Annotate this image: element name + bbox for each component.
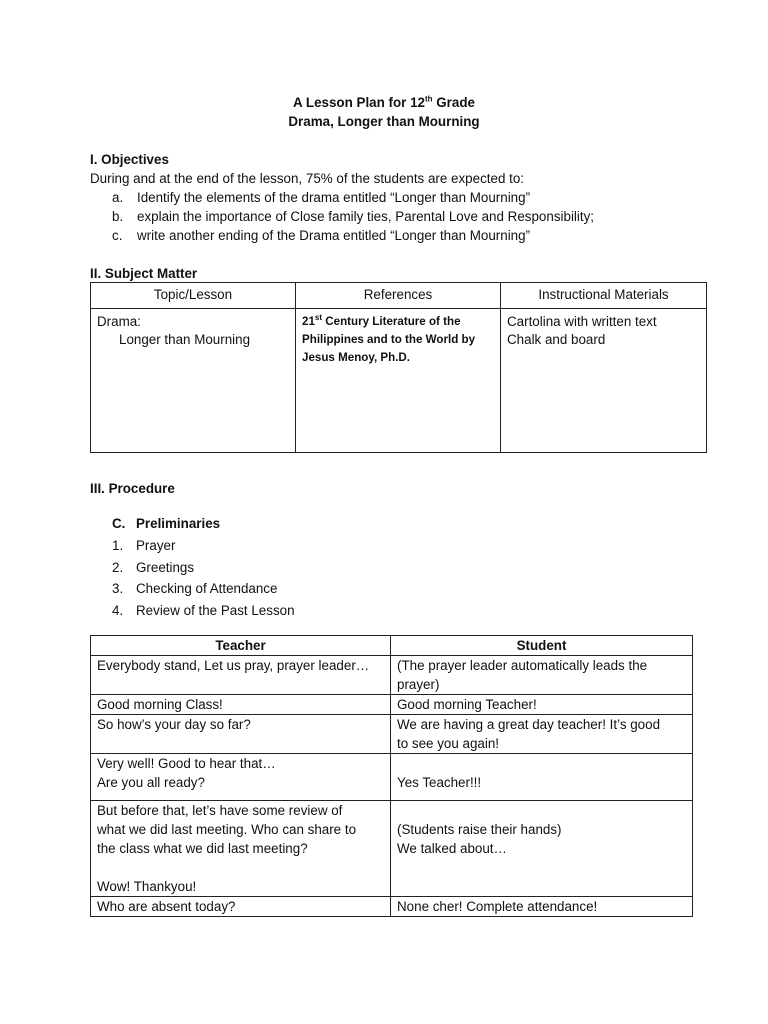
reference-superscript: st xyxy=(314,313,323,323)
student-cell: (Students raise their hands) We talked about… xyxy=(391,801,693,897)
step-text: Review of the Past Lesson xyxy=(136,603,295,618)
teacher-cell: So how’s your day so far? xyxy=(91,715,391,754)
step-number: 1. xyxy=(112,538,124,553)
teacher-cell: Who are absent today? xyxy=(91,897,391,917)
subject-matter-table xyxy=(90,282,707,453)
objective-letter: c. xyxy=(112,228,123,243)
table-row xyxy=(91,715,693,754)
title-text: A Lesson Plan for 12 xyxy=(293,95,425,110)
reference-body: Century Literature of the Philippines and to the World by Jesus Menoy, Ph.D. xyxy=(302,315,476,364)
table-header-row xyxy=(91,636,693,656)
material-item: Chalk and board xyxy=(507,332,606,347)
table-row xyxy=(91,897,693,917)
dialogue-table xyxy=(90,635,693,917)
preliminaries-letter: C. xyxy=(112,516,126,531)
step-text: Checking of Attendance xyxy=(136,581,278,596)
column-header: References xyxy=(296,283,501,309)
teacher-cell: Very well! Good to hear that… Are you all ready? xyxy=(91,754,391,801)
table-row xyxy=(91,801,693,897)
reference-text xyxy=(302,313,494,367)
objective-text: write another ending of the Drama entitled “Longer than Mourning” xyxy=(137,228,531,243)
student-cell: None cher! Complete attendance! xyxy=(391,897,693,917)
table-header-row xyxy=(91,283,707,309)
step-number: 2. xyxy=(112,560,124,575)
preliminaries-title: Preliminaries xyxy=(136,516,221,531)
teacher-cell: Good morning Class! xyxy=(91,695,391,715)
teacher-cell: Everybody stand, Let us pray, prayer leader… xyxy=(91,656,391,695)
table-row xyxy=(91,309,707,453)
column-header: Topic/Lesson xyxy=(91,283,296,309)
references-cell xyxy=(296,309,501,453)
column-header: Instructional Materials xyxy=(501,283,707,309)
table-row xyxy=(91,754,693,801)
step-number: 4. xyxy=(112,603,124,618)
topic-cell xyxy=(91,309,296,453)
objective-text: Identify the elements of the drama entitled “Longer than Mourning” xyxy=(137,190,531,205)
step-text: Prayer xyxy=(136,538,176,553)
material-item: Cartolina with written text xyxy=(507,314,657,329)
column-header-teacher: Teacher xyxy=(91,636,391,656)
step-number: 3. xyxy=(112,581,124,596)
objectives-intro: During and at the end of the lesson, 75% of the students are expected to: xyxy=(90,171,524,186)
table-row xyxy=(91,695,693,715)
column-header-student: Student xyxy=(391,636,693,656)
title-text-suffix: Grade xyxy=(432,95,475,110)
student-cell: Yes Teacher!!! xyxy=(391,754,693,801)
student-cell: Good morning Teacher! xyxy=(391,695,693,715)
document-title xyxy=(0,94,768,112)
subject-matter-heading: II. Subject Matter xyxy=(90,266,198,281)
procedure-heading: III. Procedure xyxy=(90,481,175,496)
teacher-cell: But before that, let’s have some review of what we did last meeting. Who can share to the class what we did last meeting? Wow! Thankyou! xyxy=(91,801,391,897)
step-text: Greetings xyxy=(136,560,195,575)
table-row xyxy=(91,656,693,695)
title-superscript: th xyxy=(424,94,433,104)
objective-letter: b. xyxy=(112,209,124,224)
reference-number: 21 xyxy=(302,315,315,328)
document-subtitle: Drama, Longer than Mourning xyxy=(288,114,480,129)
objective-text: explain the importance of Close family ties, Parental Love and Responsibility; xyxy=(137,209,595,224)
topic-value: Longer than Mourning xyxy=(119,332,251,347)
objective-letter: a. xyxy=(112,190,124,205)
student-cell: (The prayer leader automatically leads the prayer) xyxy=(391,656,693,695)
objectives-heading: I. Objectives xyxy=(90,152,169,167)
student-cell: We are having a great day teacher! It’s good to see you again! xyxy=(391,715,693,754)
materials-cell xyxy=(501,309,707,453)
topic-label: Drama: xyxy=(97,314,141,329)
